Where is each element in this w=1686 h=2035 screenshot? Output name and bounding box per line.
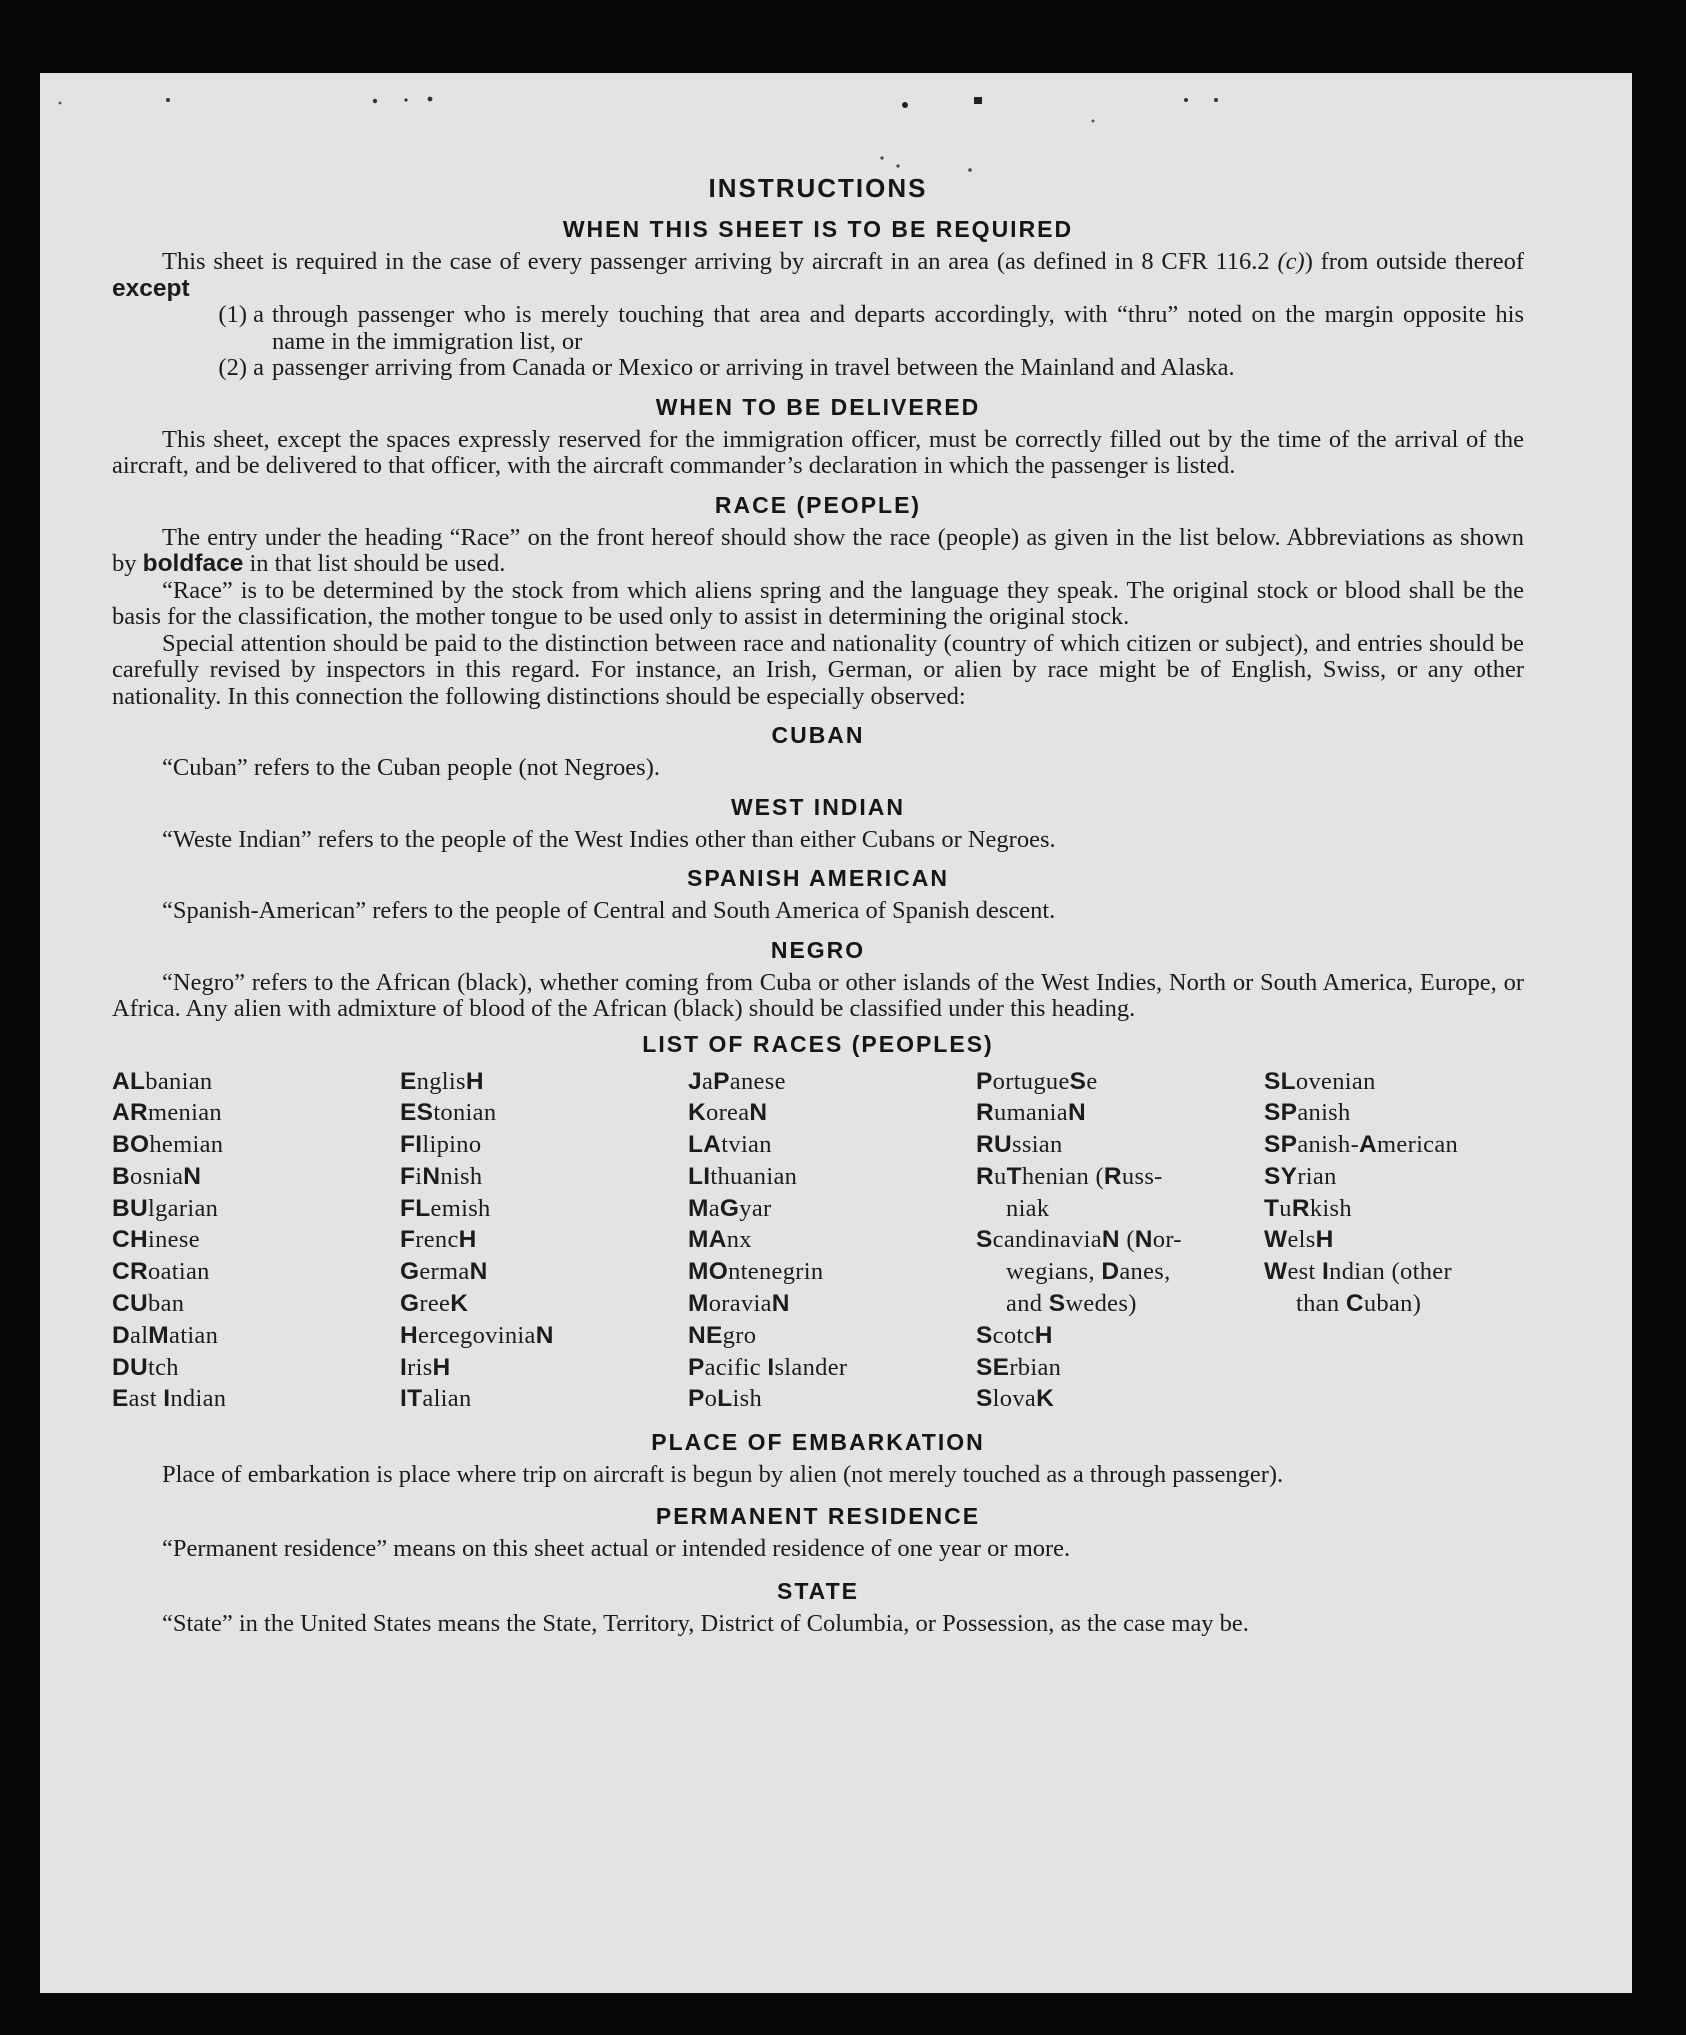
race-entry: ALbanian xyxy=(112,1067,213,1095)
race-entry: ScandinaviaN (Nor- xyxy=(976,1226,1182,1254)
race-entry: wegians, Danes, xyxy=(1006,1258,1171,1286)
race-entry: and Swedes) xyxy=(1006,1290,1137,1318)
race-entry: RuThenian (Russ- xyxy=(976,1162,1163,1190)
heading-west-indian: WEST INDIAN xyxy=(730,793,906,820)
paragraph-race-2: “Race” is to be determined by the stock from which aliens spring and the language they speak. The original stock or blood shall be the basis for the classification, the mother tongue to be used only to assist in determining the original stock. xyxy=(112,576,1524,630)
race-entry: BosniaN xyxy=(112,1162,202,1190)
races-column xyxy=(400,1066,688,1416)
list-item xyxy=(112,302,1524,355)
paragraph-required xyxy=(112,249,1524,302)
race-entry: MaGyar xyxy=(688,1194,772,1222)
race-entry: ARmenian xyxy=(112,1099,222,1127)
race-entry: DUtch xyxy=(112,1353,179,1381)
heading-required: WHEN THIS SHEET IS TO BE REQUIRED xyxy=(562,216,1074,242)
race-entry: LIthuanian xyxy=(688,1162,798,1190)
race-entry: RumaniaN xyxy=(976,1099,1086,1127)
race-entry: SlovaK xyxy=(976,1385,1055,1413)
race-entry: SPanish-American xyxy=(1264,1131,1459,1159)
text-span: in that list should be used. xyxy=(243,550,506,577)
race-entry: SLovenian xyxy=(1264,1067,1376,1095)
citation: (c) xyxy=(1277,248,1305,275)
race-entry: FrencH xyxy=(400,1226,477,1254)
race-entry: PoLish xyxy=(688,1385,762,1413)
heading-race: RACE (PEOPLE) xyxy=(714,491,922,518)
race-entry: niak xyxy=(1006,1194,1050,1222)
heading-residence: PERMANENT RESIDENCE xyxy=(655,1502,981,1529)
document-sheet xyxy=(40,73,1632,1993)
paragraph-residence: “Permanent residence” means on this sheet actual or intended residence of one year or more. xyxy=(162,1534,1071,1562)
item-text: through passenger who is merely touching that area and departs accordingly, with “thru” noted on the margin opposite his name in the immigration list, or xyxy=(272,301,1524,355)
race-entry: KoreaN xyxy=(688,1099,768,1127)
race-entry: SYrian xyxy=(1264,1162,1337,1190)
item-number: (2) a xyxy=(218,354,264,381)
paragraph-delivered: This sheet, except the spaces expressly reserved for the immigration officer, must be correctly filled out by the time of the arrival of the aircraft, and be delivered to that officer, with the aircraft commander’s declaration in which the passenger is listed. xyxy=(112,425,1524,479)
heading-embarkation: PLACE OF EMBARKATION xyxy=(651,1429,985,1456)
text-span: This sheet is required in the case of every passenger arriving by aircraft in an area (as defined in 8 CFR 116.2 xyxy=(162,248,1278,275)
races-column xyxy=(688,1066,976,1416)
race-entry: MOntenegrin xyxy=(688,1258,824,1286)
paragraph-negro: “Negro” refers to the African (black), whether coming from Cuba or other islands of the West Indies, North or South America, Europe, or Africa. Any alien with admixture of blood of the African (black) should be classified under this heading. xyxy=(112,968,1524,1022)
races-table xyxy=(112,1066,1524,1416)
list-item xyxy=(112,355,1524,382)
heading-negro: NEGRO xyxy=(770,936,866,963)
race-entry: Pacific Islander xyxy=(688,1353,848,1381)
race-entry: SPanish xyxy=(1264,1099,1351,1127)
text-span: The entry under the heading “Race” on the front hereof should show the race (people) as given in the list below. Abbreviations as shown by xyxy=(112,523,1524,577)
race-entry: FLemish xyxy=(400,1194,491,1222)
heading-delivered: WHEN TO BE DELIVERED xyxy=(655,393,981,420)
paragraph-west-indian: “Weste Indian” refers to the people of the West Indies other than either Cubans or Negroes. xyxy=(162,825,1056,853)
race-entry: JaPanese xyxy=(688,1067,786,1095)
heading-cuban: CUBAN xyxy=(771,722,865,748)
heading-spanish-american: SPANISH AMERICAN xyxy=(686,865,949,891)
race-entry: GermaN xyxy=(400,1258,488,1286)
heading-state: STATE xyxy=(777,1578,859,1605)
race-entry: EStonian xyxy=(400,1099,497,1127)
race-entry: CHinese xyxy=(112,1226,200,1254)
race-entry: West Indian (other xyxy=(1264,1258,1452,1286)
race-entry: WelsH xyxy=(1264,1226,1334,1254)
race-entry: CRoatian xyxy=(112,1258,210,1286)
race-entry: DalMatian xyxy=(112,1321,219,1349)
race-entry: TuRkish xyxy=(1264,1194,1352,1222)
race-entry: MAnx xyxy=(688,1226,752,1254)
races-column xyxy=(1264,1066,1524,1416)
race-entry: than Cuban) xyxy=(1296,1290,1422,1318)
races-column xyxy=(976,1066,1264,1416)
race-entry: HercegoviniaN xyxy=(400,1321,554,1349)
paragraph-spanish-american: “Spanish-American” refers to the people of Central and South America of Spanish descent. xyxy=(162,897,1056,924)
race-entry: FiNnish xyxy=(400,1162,483,1190)
item-number: (1) a xyxy=(218,301,264,328)
race-entry: RUssian xyxy=(976,1131,1063,1159)
paragraph-cuban: “Cuban” refers to the Cuban people (not Negroes). xyxy=(162,754,660,781)
race-entry: East Indian xyxy=(112,1385,227,1413)
race-entry: ScotcH xyxy=(976,1321,1053,1349)
race-entry: CUban xyxy=(112,1290,185,1318)
race-entry: MoraviaN xyxy=(688,1290,790,1318)
paragraph-race-1 xyxy=(112,525,1524,578)
bold-term: except xyxy=(112,274,190,302)
race-entry: NEgro xyxy=(688,1321,757,1349)
paragraph-state: “State” in the United States means the State, Territory, District of Columbia, or Possession, as the case may be. xyxy=(162,1610,1249,1638)
race-entry: SErbian xyxy=(976,1353,1062,1381)
race-entry: BOhemian xyxy=(112,1131,224,1159)
paragraph-embarkation: Place of embarkation is place where trip on aircraft is begun by alien (not merely touched as a through passenger). xyxy=(162,1461,1284,1489)
item-text: passenger arriving from Canada or Mexico or arriving in travel between the Mainland and Alaska. xyxy=(272,354,1235,381)
race-entry: PortugueSe xyxy=(976,1067,1098,1095)
paragraph-race-3: Special attention should be paid to the distinction between race and nationality (country of which citizen or subject), and entries should be carefully revised by inspectors in this regard. For instance, an Irish, German, or alien by race might be of English, Swiss, or any other nationality. In this connection the following distinctions should be especially observed: xyxy=(112,629,1524,710)
race-entry: GreeK xyxy=(400,1290,469,1318)
races-column xyxy=(112,1066,400,1416)
race-entry: FIlipino xyxy=(400,1131,482,1159)
race-entry: EnglisH xyxy=(400,1067,484,1095)
bold-term: boldface xyxy=(142,550,244,577)
race-entry: ITalian xyxy=(400,1385,472,1413)
race-entry: BUlgarian xyxy=(112,1194,219,1222)
heading-races-list: LIST OF RACES (PEOPLES) xyxy=(642,1030,994,1057)
race-entry: IrisH xyxy=(400,1353,451,1381)
race-entry: LAtvian xyxy=(688,1131,772,1159)
page-title: INSTRUCTIONS xyxy=(708,173,928,203)
text-span: ) from outside thereof xyxy=(1304,248,1524,275)
